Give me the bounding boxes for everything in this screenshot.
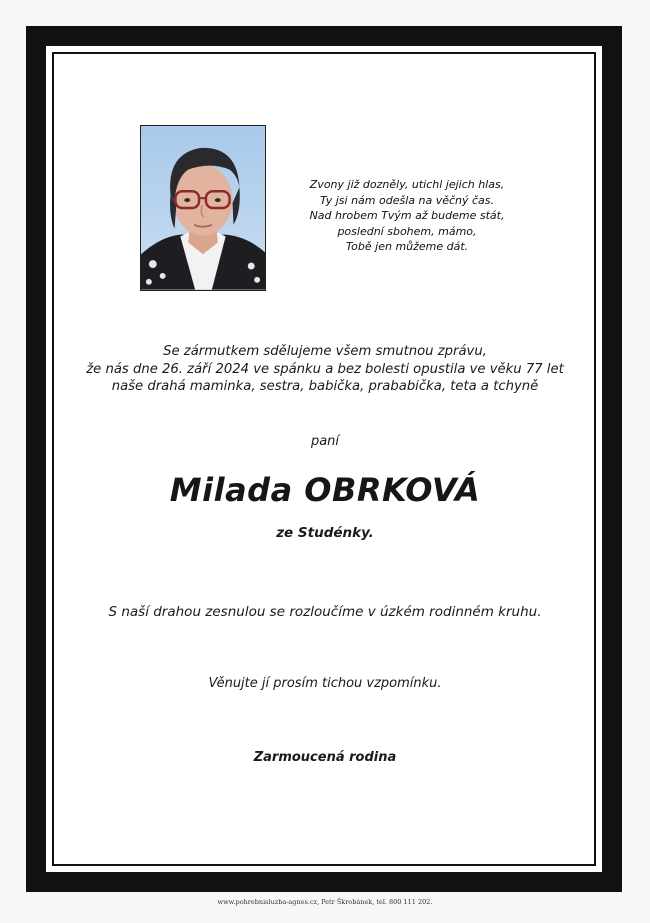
portrait-photo: [140, 125, 266, 291]
farewell-text: S naší drahou zesnulou se rozloučíme v úzkém rodinném kruhu.: [108, 604, 542, 620]
portrait-illustration: [141, 126, 265, 290]
footer-credit: www.pohrebnisluzba-agnes.cz, Petr Škrobánek, tel. 800 111 202.: [217, 898, 433, 906]
poem: [300, 177, 514, 255]
poem-line: Ty jsi nám odešla na věčný čas.: [319, 193, 495, 207]
poem-line: Nad hrobem Tvým až budeme stát,: [309, 209, 505, 222]
frame-line: [52, 52, 596, 866]
poem-line: Zvony již dozněly, utichl jejich hlas,: [309, 178, 505, 191]
announcement-line: že nás dne 26. září 2024 ve spánku a bez bolesti opustila ve věku 77 let: [86, 361, 564, 377]
frame-inner: [46, 46, 602, 872]
announcement: [60, 343, 590, 396]
signature: Zarmoucená rodina: [253, 750, 397, 765]
poem-line: Tobě jen můžeme dát.: [345, 240, 469, 253]
deceased-name: Milada OBRKOVÁ: [169, 471, 481, 509]
announcement-line: naše drahá maminka, sestra, babička, prababička, teta a tchyně: [111, 379, 539, 394]
remembrance-text: Věnujte jí prosím tichou vzpomínku.: [208, 676, 442, 691]
announcement-line: Se zármutkem sdělujeme všem smutnou zprávu,: [163, 344, 487, 359]
deceased-origin: ze Studénky.: [276, 525, 374, 541]
poem-line: poslední sbohem, mámo,: [337, 224, 477, 238]
honorific-title: paní: [310, 434, 340, 449]
